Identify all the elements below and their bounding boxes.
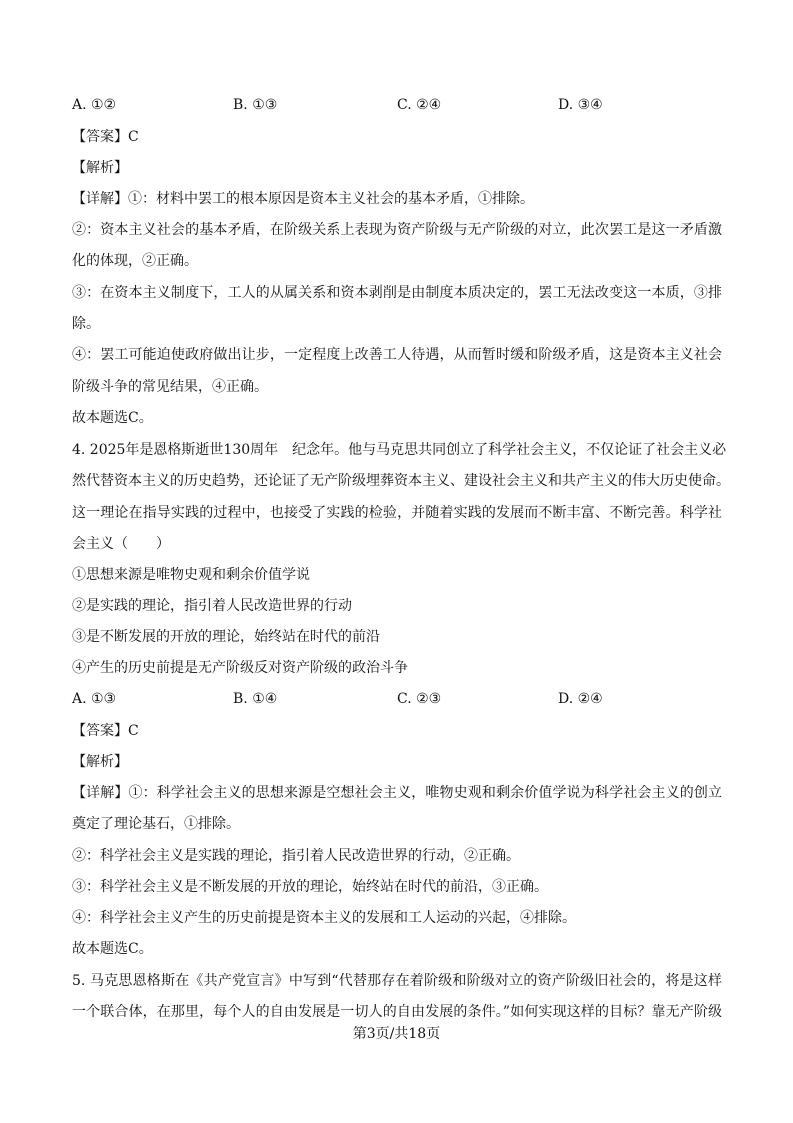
page-footer: 第3页/共18页 bbox=[352, 1026, 441, 1042]
q3-option-a: A. ①② bbox=[72, 97, 117, 113]
q3-detail-line: 化的体现，②正确。 bbox=[72, 253, 198, 269]
q4-detail-line: ②：科学社会主义是实践的理论，指引着人民改造世界的行动，②正确。 bbox=[72, 848, 520, 864]
q4-statement: ④产生的历史前提是无产阶级反对资产阶级的政治斗争 bbox=[72, 660, 408, 676]
q4-detail-line: 奠定了理论基石，①排除。 bbox=[72, 816, 240, 832]
q4-stem-line: 会主义（ ） bbox=[72, 536, 170, 552]
q4-conclusion: 故本题选C。 bbox=[72, 941, 153, 957]
q3-option-d: D. ③④ bbox=[558, 97, 603, 113]
q3-option-b: B. ①③ bbox=[233, 97, 278, 113]
q4-option-d: D. ②④ bbox=[558, 691, 603, 707]
q3-detail-line: ④：罢工可能迫使政府做出让步，一定程度上改善工人待遇，从而暂时缓和阶级矛盾，这是资本主义社会 bbox=[72, 347, 722, 363]
q4-stem-line: 这一理论在指导实践的过程中，也接受了实践的检验，并随着实践的发展而不断丰富、不断完善。科学社 bbox=[72, 505, 722, 521]
q4-answer: 【答案】C bbox=[72, 723, 139, 739]
q4-detail-line: ④：科学社会主义产生的历史前提是资本主义的发展和工人运动的兴起，④排除。 bbox=[72, 910, 576, 926]
q3-detail-line: ②：资本主义社会的基本矛盾，在阶级关系上表现为资产阶级与无产阶级的对立，此次罢工是这一矛盾激 bbox=[72, 222, 722, 238]
q4-analysis-heading: 【解析】 bbox=[72, 754, 128, 770]
q4-statement: ③是不断发展的开放的理论，始终站在时代的前沿 bbox=[72, 629, 380, 645]
q3-detail-line: ③：在资本主义制度下，工人的从属关系和资本剥削是由制度本质决定的，罢工无法改变这一本质，③排 bbox=[72, 285, 722, 301]
q4-statement: ②是实践的理论，指引着人民改造世界的行动 bbox=[72, 598, 352, 614]
q3-answer: 【答案】C bbox=[72, 129, 139, 145]
q3-analysis-heading: 【解析】 bbox=[72, 160, 128, 176]
q4-option-a: A. ①③ bbox=[72, 691, 117, 707]
q4-option-c: C. ②③ bbox=[397, 691, 442, 707]
q5-stem-line: 一个联合体，在那里，每个人的自由发展是一切人的自由发展的条件。”如何实现这样的目标？靠无产阶级 bbox=[72, 1004, 722, 1020]
q3-detail-line: 除。 bbox=[72, 316, 100, 332]
q3-detail-line: 【详解】①：材料中罢工的根本原因是资本主义社会的基本矛盾，①排除。 bbox=[72, 191, 534, 207]
q3-detail-line: 阶级斗争的常见结果，④正确。 bbox=[72, 379, 268, 395]
q4-stem-line: 然代替资本主义的历史趋势，还论证了无产阶级埋葬资本主义、建设社会主义和共产主义的伟大历史使命。 bbox=[72, 473, 730, 489]
q5-stem-line: 5. 马克思恩格斯在《共产党宣言》中写到“代替那存在着阶级和阶级对立的资产阶级旧社会的，将是这样 bbox=[72, 973, 722, 989]
q3-conclusion: 故本题选C。 bbox=[72, 410, 153, 426]
q3-option-c: C. ②④ bbox=[397, 97, 442, 113]
q4-statement: ①思想来源是唯物史观和剩余价值学说 bbox=[72, 567, 310, 583]
q4-stem-line: 4. 2025年是恩格斯逝世130周年 纪念年。他与马克思共同创立了科学社会主义，不仅论证了社会主义必 bbox=[72, 442, 727, 458]
q4-detail-line: 【详解】①：科学社会主义的思想来源是空想社会主义，唯物史观和剩余价值学说为科学社会主义的创立 bbox=[72, 785, 722, 801]
q4-detail-line: ③：科学社会主义是不断发展的开放的理论，始终站在时代的前沿，③正确。 bbox=[72, 879, 548, 895]
q4-option-b: B. ①④ bbox=[233, 691, 278, 707]
